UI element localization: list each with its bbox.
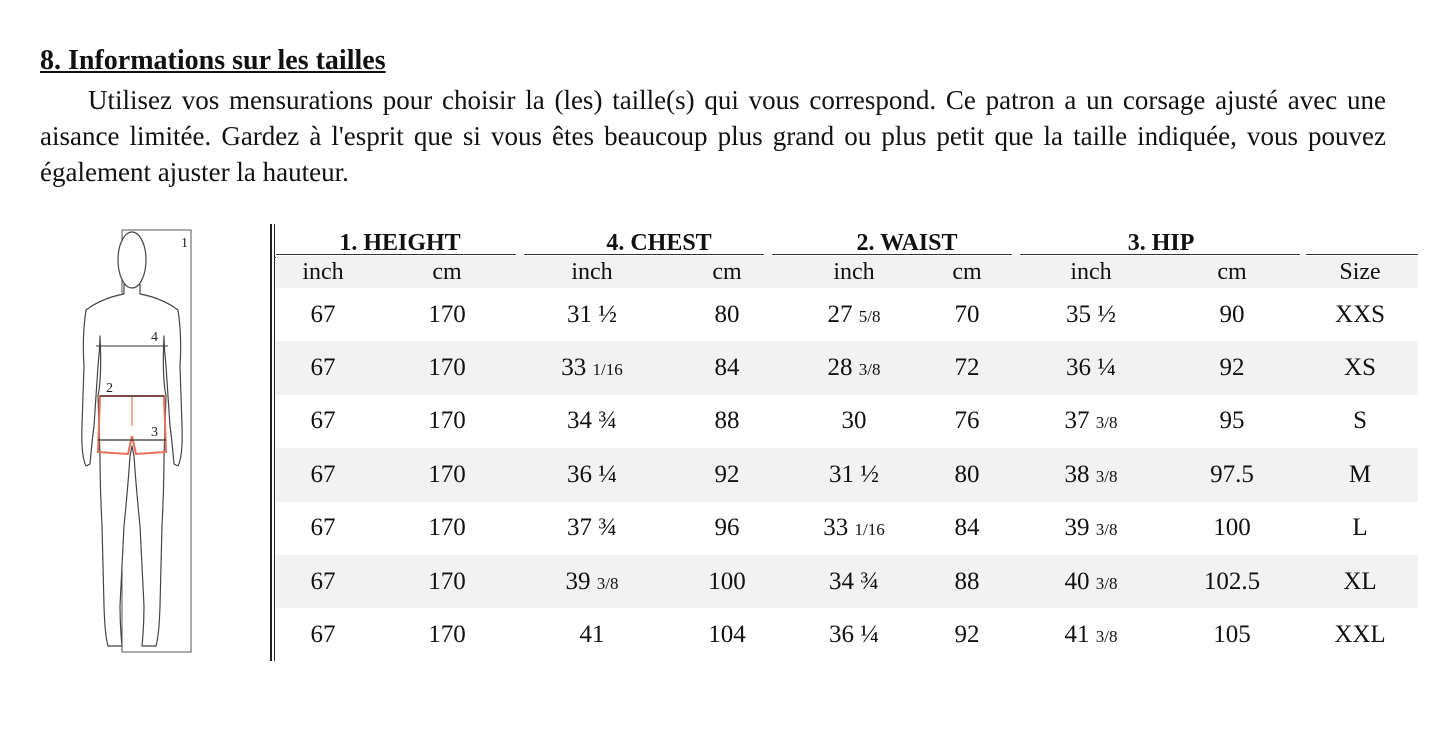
- intro-paragraph: Utilisez vos mensurations pour choisir la (les) taille(s) qui vous correspond. Ce patron a un corsage ajusté avec une aisance limitée. Gardez à l'esprit que si vous êtes beaucoup plus grand ou plus petit que la taille indiquée, vous pouvez également ajuster la hauteur.: [40, 85, 1386, 187]
- cell-value: XL: [1343, 567, 1377, 595]
- cell-value: M: [1348, 460, 1372, 488]
- table-row: [276, 448, 1418, 501]
- cell-value: XXS: [1335, 300, 1386, 328]
- cell-value: 28: [827, 354, 859, 382]
- table-row: [276, 608, 1418, 661]
- table-cell: [660, 288, 794, 341]
- cell-value: 95: [1219, 407, 1245, 435]
- table-cell: [276, 395, 370, 448]
- cell-value: 67: [310, 460, 336, 488]
- table-cell: [370, 502, 524, 555]
- unit-header-row: [276, 256, 1418, 288]
- body-measurement-figure: [72, 226, 202, 658]
- label-chest: 4: [151, 330, 158, 345]
- group-height: 1. HEIGHT: [339, 230, 461, 256]
- table-cell: [1020, 555, 1162, 608]
- cell-value: 84: [714, 354, 740, 382]
- cell-value: 97.5: [1210, 460, 1254, 488]
- cell-value: 35 ½: [1066, 300, 1117, 328]
- table-cell: [660, 502, 794, 555]
- table-cell: [524, 608, 660, 661]
- table-cell: [1020, 341, 1162, 394]
- cell-value: 170: [428, 300, 466, 328]
- cell-value: 170: [428, 567, 466, 595]
- cell-value: 92: [714, 460, 740, 488]
- cell-fraction: 3/8: [596, 573, 619, 593]
- size-table-container: [270, 224, 1418, 661]
- cell-fraction: 3/8: [1095, 413, 1118, 433]
- table-cell: [1162, 608, 1302, 661]
- cell-value: 67: [310, 300, 336, 328]
- table-cell: [370, 448, 524, 501]
- cell-value: 39: [1064, 514, 1096, 542]
- section-heading: [40, 44, 386, 78]
- table-cell: [914, 341, 1020, 394]
- table-cell: [794, 448, 914, 501]
- size-table: [276, 224, 1418, 662]
- cell-fraction: 1/16: [592, 360, 623, 380]
- cell-fraction: 1/16: [854, 520, 885, 540]
- table-row: [276, 502, 1418, 555]
- cell-value: 34 ¾: [829, 567, 880, 595]
- table-cell: [660, 608, 794, 661]
- cell-value: 92: [954, 621, 980, 649]
- cell-value: 88: [954, 567, 980, 595]
- table-cell: [914, 502, 1020, 555]
- table-cell: [524, 288, 660, 341]
- cell-value: 67: [310, 407, 336, 435]
- table-cell: [914, 608, 1020, 661]
- unit-header-3: cm: [660, 256, 794, 288]
- table-cell: [370, 288, 524, 341]
- table-row: [276, 341, 1418, 394]
- section-title: Informations sur les tailles: [68, 45, 386, 76]
- table-cell: [276, 608, 370, 661]
- cell-value: 31 ½: [829, 460, 880, 488]
- cell-value: 88: [714, 407, 740, 435]
- label-height: 1: [181, 236, 188, 251]
- table-cell: [1302, 448, 1418, 501]
- table-cell: [524, 395, 660, 448]
- table-row: [276, 555, 1418, 608]
- size-table-body: [276, 288, 1418, 662]
- cell-value: 170: [428, 407, 466, 435]
- table-left-rule: [270, 224, 272, 661]
- cell-value: XS: [1344, 354, 1377, 382]
- section-number: 8.: [40, 45, 61, 76]
- cell-value: 102.5: [1203, 567, 1261, 595]
- cell-value: L: [1352, 514, 1368, 542]
- table-cell: [794, 288, 914, 341]
- table-cell: [1020, 288, 1162, 341]
- table-cell: [370, 555, 524, 608]
- table-row: [276, 288, 1418, 341]
- cell-value: 36 ¼: [829, 621, 880, 649]
- table-cell: [914, 288, 1020, 341]
- table-cell: [1020, 502, 1162, 555]
- table-cell: [524, 555, 660, 608]
- unit-header-5: cm: [914, 256, 1020, 288]
- table-cell: [1020, 448, 1162, 501]
- cell-value: 67: [310, 567, 336, 595]
- table-cell: [1302, 502, 1418, 555]
- table-cell: [524, 448, 660, 501]
- table-cell: [1162, 341, 1302, 394]
- table-cell: [1020, 608, 1162, 661]
- cell-value: 33: [823, 514, 855, 542]
- table-cell: [1162, 448, 1302, 501]
- cell-value: 80: [714, 300, 740, 328]
- group-header-row: [276, 224, 1418, 256]
- cell-value: 170: [428, 621, 466, 649]
- cell-value: 170: [428, 354, 466, 382]
- cell-value: S: [1353, 407, 1367, 435]
- table-cell: [660, 448, 794, 501]
- cell-fraction: 3/8: [1095, 466, 1118, 486]
- table-cell: [524, 341, 660, 394]
- body-figure-icon: [72, 226, 202, 658]
- group-hip: 3. HIP: [1127, 230, 1195, 256]
- cell-value: 170: [428, 460, 466, 488]
- label-waist: 2: [106, 381, 113, 396]
- table-cell: [1162, 502, 1302, 555]
- cell-value: 72: [954, 354, 980, 382]
- table-cell: [1302, 608, 1418, 661]
- cell-value: 104: [708, 621, 746, 649]
- group-size: [1302, 224, 1418, 256]
- cell-value: 96: [714, 514, 740, 542]
- table-cell: [660, 555, 794, 608]
- group-waist: 2. WAIST: [856, 230, 958, 256]
- table-cell: [276, 288, 370, 341]
- cell-value: 105: [1213, 621, 1251, 649]
- table-cell: [276, 341, 370, 394]
- table-cell: [1302, 341, 1418, 394]
- table-cell: [1162, 555, 1302, 608]
- unit-header-6: inch: [1020, 256, 1162, 288]
- cell-value: 33: [561, 354, 593, 382]
- table-cell: [370, 341, 524, 394]
- table-cell: [794, 555, 914, 608]
- unit-header-8: Size: [1302, 256, 1418, 288]
- table-cell: [794, 502, 914, 555]
- cell-value: 36 ¼: [1066, 354, 1117, 382]
- cell-value: 70: [954, 300, 980, 328]
- cell-value: 37: [1064, 407, 1096, 435]
- table-cell: [276, 555, 370, 608]
- cell-value: 76: [954, 407, 980, 435]
- table-cell: [660, 395, 794, 448]
- cell-fraction: 3/8: [1095, 627, 1118, 647]
- table-cell: [370, 608, 524, 661]
- table-cell: [276, 448, 370, 501]
- table-cell: [660, 341, 794, 394]
- table-cell: [1162, 395, 1302, 448]
- unit-header-2: inch: [524, 256, 660, 288]
- cell-value: 84: [954, 514, 980, 542]
- cell-value: 41: [579, 621, 605, 649]
- cell-value: 39: [565, 567, 597, 595]
- cell-value: 41: [1064, 621, 1096, 649]
- table-cell: [370, 395, 524, 448]
- cell-value: 90: [1219, 300, 1245, 328]
- cell-value: 100: [708, 567, 746, 595]
- unit-header-7: cm: [1162, 256, 1302, 288]
- cell-value: XXL: [1334, 621, 1386, 649]
- cell-value: 34 ¾: [567, 407, 618, 435]
- table-cell: [794, 608, 914, 661]
- cell-value: 40: [1064, 567, 1096, 595]
- cell-value: 31 ½: [567, 300, 618, 328]
- cell-value: 30: [841, 407, 867, 435]
- cell-value: 38: [1064, 460, 1096, 488]
- table-cell: [1020, 395, 1162, 448]
- table-cell: [794, 395, 914, 448]
- table-cell: [1302, 288, 1418, 341]
- cell-value: 67: [310, 354, 336, 382]
- table-cell: [794, 341, 914, 394]
- cell-value: 80: [954, 460, 980, 488]
- cell-value: 27: [827, 300, 859, 328]
- table-cell: [914, 395, 1020, 448]
- table-row: [276, 395, 1418, 448]
- cell-value: 92: [1219, 354, 1245, 382]
- cell-fraction: 3/8: [858, 360, 881, 380]
- cell-fraction: 3/8: [1095, 573, 1118, 593]
- table-cell: [276, 502, 370, 555]
- cell-value: 100: [1213, 514, 1251, 542]
- cell-value: 67: [310, 514, 336, 542]
- cell-fraction: 3/8: [1095, 520, 1118, 540]
- table-cell: [1302, 555, 1418, 608]
- table-left-rule-inner: [274, 224, 275, 661]
- table-cell: [1302, 395, 1418, 448]
- table-cell: [914, 555, 1020, 608]
- group-chest: 4. CHEST: [606, 230, 712, 256]
- unit-header-1: cm: [370, 256, 524, 288]
- cell-value: 67: [310, 621, 336, 649]
- table-cell: [914, 448, 1020, 501]
- cell-value: 170: [428, 514, 466, 542]
- cell-fraction: 5/8: [858, 306, 881, 326]
- cell-value: 37 ¾: [567, 514, 618, 542]
- table-cell: [524, 502, 660, 555]
- unit-header-0: inch: [276, 256, 370, 288]
- table-cell: [1162, 288, 1302, 341]
- cell-value: 36 ¼: [567, 460, 618, 488]
- unit-header-4: inch: [794, 256, 914, 288]
- label-hip: 3: [151, 425, 158, 440]
